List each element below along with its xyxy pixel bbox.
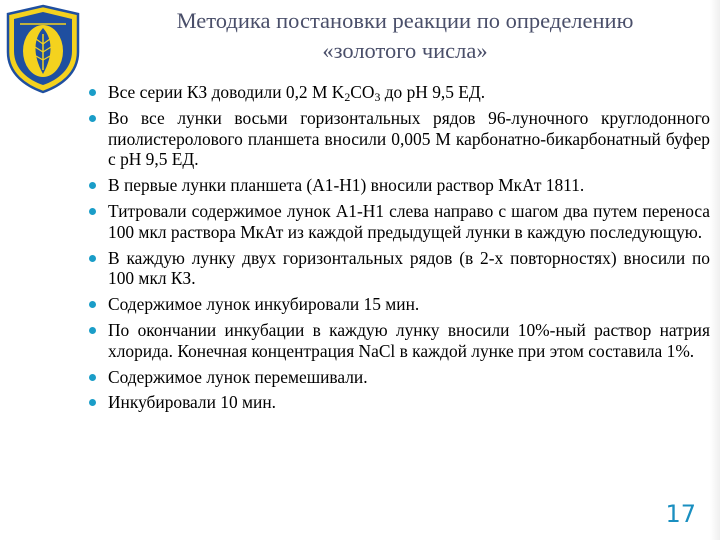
bullet-dot-icon [89,327,96,334]
list-item: В каждую лунку двух горизонтальных рядов (в 2-х повторностях) вносили по 100 мкл КЗ. [86,248,710,290]
bullet-dot-icon [89,182,96,189]
institution-logo-icon [4,4,82,94]
bullet-dot-icon [89,89,96,96]
bullet-dot-icon [89,301,96,308]
bullet-dot-icon [89,208,96,215]
bullet-dot-icon [89,255,96,262]
list-item: Содержимое лунок инкубировали 15 мин. [86,294,710,315]
list-item: Во все лунки восьми горизонтальных рядов 96-луночного круглодонного пиолистеролового планшета вносили 0,005 М карбонатно-бикарбонатный буфер с pH 9,5 ЕД. [86,108,710,170]
slide-title [95,6,715,66]
bullet-dot-icon [89,399,96,406]
list-item: В первые лунки планшета (A1-H1) вносили раствор МкАт 1811. [86,175,710,196]
list-item: Инкубировали 10 мин. [86,392,710,413]
slide-title-line-1: Методика постановки реакции по определению [176,8,634,33]
list-item: Все серии КЗ доводили 0,2 М $K_2CO_3$ до pH 9,5 ЕД. [86,82,710,103]
page-number: 17 [665,500,696,528]
list-item: Содержимое лунок перемешивали. [86,367,710,388]
bullet-dot-icon [89,115,96,122]
list-item: Титровали содержимое лунок A1-H1 слева направо с шагом два путем переноса 100 мкл раствора МкАт из каждой предыдущей лунки в каждую последующую. [86,201,710,243]
slide-edge-shadow [710,0,720,540]
bullet-list [86,82,710,418]
bullet-dot-icon [89,374,96,381]
slide-title-line-2: «золотого числа» [322,38,488,63]
list-item: По окончании инкубации в каждую лунку вносили 10%-ный раствор натрия хлорида. Конечная концентрация NaCl в каждой лунке при этом составила 1%. [86,320,710,362]
